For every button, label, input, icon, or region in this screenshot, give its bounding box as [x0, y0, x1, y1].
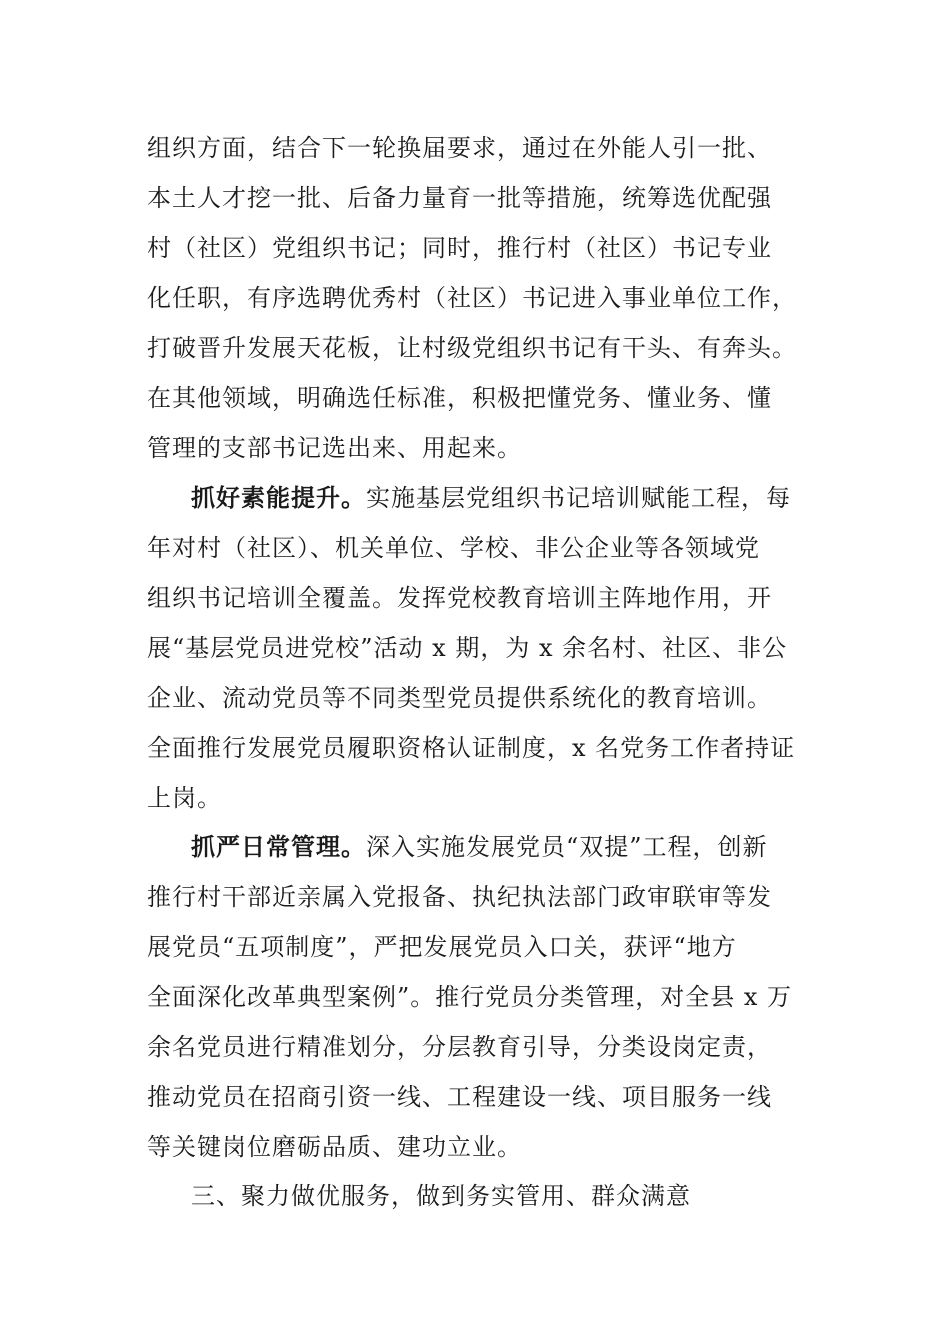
- text-line: 化任职，有序选聘优秀村（社区）书记进入事业单位工作，: [147, 284, 797, 312]
- paragraph-organization: [147, 123, 807, 473]
- section-heading-block: [147, 1171, 807, 1221]
- text-line: 全面深化改革典型案例”。推行党员分类管理，对全县 x 万: [147, 983, 793, 1011]
- text-line: 推行村干部近亲属入党报备、执纪执法部门政审联审等发: [147, 883, 772, 911]
- text-line: 全面推行发展党员履职资格认证制度，x 名党务工作者持证: [147, 734, 796, 762]
- paragraph-heading: 抓严日常管理。: [191, 832, 366, 861]
- text-line: 在其他领域，明确选任标准，积极把懂党务、懂业务、懂: [147, 384, 772, 412]
- text-span: 实施基层党组织书记培训赋能工程，每: [366, 484, 791, 512]
- text-line: 村（社区）党组织书记；同时，推行村（社区）书记专业: [147, 234, 772, 262]
- text-line: 管理的支部书记选出来、用起来。: [147, 434, 522, 462]
- paragraph-heading: 抓好素能提升。: [191, 483, 366, 512]
- text-line: 展党员“五项制度”，严把发展党员入口关，获评“地方: [147, 933, 737, 961]
- section-title: 三、聚力做优服务，做到务实管用、群众满意: [191, 1182, 691, 1210]
- paragraph-management: [147, 822, 807, 1172]
- text-line: 打破晋升发展天花板，让村级党组织书记有干头、有奔头。: [147, 334, 797, 362]
- text-line: 年对村（社区）、机关单位、学校、非公企业等各领域党: [147, 534, 760, 562]
- text-line: 展“基层党员进党校”活动 x 期，为 x 余名村、社区、非公: [147, 634, 788, 662]
- text-line: 本土人才挖一批、后备力量育一批等措施，统筹选优配强: [147, 184, 772, 212]
- paragraph-first-line: [147, 822, 807, 872]
- text-span: 深入实施发展党员“双提”工程，创新: [366, 833, 768, 861]
- paragraph-first-line: [147, 473, 807, 523]
- text-line: 组织书记培训全覆盖。发挥党校教育培训主阵地作用，开: [147, 584, 772, 612]
- text-line: 组织方面，结合下一轮换届要求，通过在外能人引一批、: [147, 134, 772, 162]
- paragraph-capacity: [147, 473, 807, 823]
- text-line: 上岗。: [147, 784, 222, 812]
- text-line: 余名党员进行精准划分，分层教育引导，分类设岗定责，: [147, 1033, 772, 1061]
- text-line: 企业、流动党员等不同类型党员提供系统化的教育培训。: [147, 684, 772, 712]
- text-line: 推动党员在招商引资一线、工程建设一线、项目服务一线: [147, 1083, 772, 1111]
- text-line: 等关键岗位磨砺品质、建功立业。: [147, 1133, 522, 1161]
